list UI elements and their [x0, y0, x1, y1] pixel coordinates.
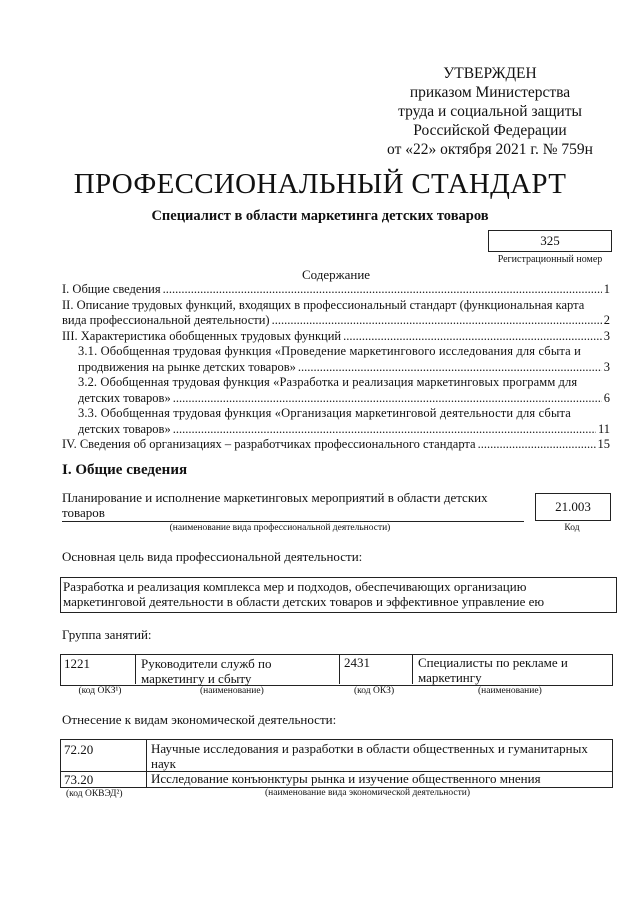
document-subtitle: Специалист в области маркетинга детских товаров [151, 208, 489, 224]
toc-entry[interactable] [62, 282, 610, 298]
occupation-name: Руководители служб по маркетингу и сбыту [141, 656, 272, 686]
toc-entry[interactable] [78, 375, 610, 406]
toc-entry[interactable] [62, 298, 610, 329]
toc-entry-text: IV. Сведения об организациях – разработчиках профессионального стандарта [62, 437, 476, 451]
occupation-code: 2431 [344, 655, 370, 670]
approval-line-1: УТВЕРЖДЕН [443, 65, 537, 82]
toc-entry[interactable] [78, 406, 610, 437]
occupation-name: Специалисты по рекламе и маркетингу [418, 655, 568, 685]
table-of-contents [62, 282, 610, 453]
econ-name: Научные исследования и разработки в области общественных и гуманитарных наук [151, 741, 588, 771]
toc-entry-text: 3.3. Обобщенная трудовая функция «Организация маркетинговой деятельности для сбыта [78, 406, 571, 420]
toc-entry-text: I. Общие сведения [62, 282, 161, 296]
divider [62, 521, 524, 522]
toc-page-number: 3 [603, 359, 610, 374]
toc-entry-text: 3.1. Обобщенная трудовая функция «Проведение маркетингового исследования для сбыта и [78, 344, 581, 358]
occupation-code-caption: (код ОКЗ¹) [78, 686, 122, 696]
econ-code: 72.20 [64, 742, 94, 757]
toc-entry[interactable] [62, 437, 610, 453]
occupation-name-caption: (наименование) [478, 686, 542, 696]
toc-page-number: 11 [597, 421, 610, 436]
code-caption: Код [564, 523, 580, 533]
toc-entry[interactable] [78, 344, 610, 375]
econ-name-caption: (наименование вида экономической деятельности) [265, 788, 470, 798]
toc-entry-text: II. Описание трудовых функций, входящих в профессиональный стандарт (функциональная карта [62, 297, 585, 312]
registration-number-label: Регистрационный номер [497, 254, 603, 265]
toc-entry-text: детских товаров» [78, 421, 171, 436]
toc-page-number: 2 [603, 313, 610, 327]
activity-code-box: 21.003 [535, 493, 611, 521]
activity-name: Планирование и исполнение маркетинговых мероприятий в области детских товаров [62, 490, 488, 520]
document-title: ПРОФЕССИОНАЛЬНЫЙ СТАНДАРТ [73, 168, 567, 200]
econ-name: Исследование конъюнктуры рынка и изучение общественного мнения [151, 771, 541, 786]
approval-line-2: приказом Министерства [409, 84, 571, 101]
econ-label: Отнесение к видам экономической деятельности: [62, 712, 337, 727]
goal-label: Основная цель вида профессиональной деятельности: [62, 549, 363, 564]
section-heading: I. Общие сведения [62, 462, 188, 478]
approval-line-5: от «22» октября 2021 г. № 759н [387, 141, 593, 158]
occupations-label: Группа занятий: [62, 627, 152, 642]
registration-number-box: 325 [488, 230, 612, 252]
toc-title: Содержание [301, 267, 371, 282]
approval-line-3: труда и социальной защиты [398, 103, 582, 120]
occupation-code: 1221 [64, 656, 90, 671]
activity-name-caption: (наименование вида профессиональной деятельности) [169, 523, 391, 533]
econ-code: 73.20 [64, 772, 94, 787]
toc-entry-text: вида профессиональной деятельности) [62, 313, 270, 327]
toc-entry-text: детских товаров» [78, 390, 171, 405]
occupation-name-caption: (наименование) [200, 686, 264, 696]
toc-page-number: 3 [603, 328, 610, 343]
toc-entry-text: продвижения на рынке детских товаров» [78, 359, 296, 374]
approval-block [380, 64, 600, 159]
approval-line-4: Российской Федерации [413, 122, 567, 139]
toc-entry-text: III. Характеристика обобщенных трудовых функций [62, 328, 342, 343]
toc-entry-text: 3.2. Обобщенная трудовая функция «Разработка и реализация маркетинговых программ для [78, 375, 578, 389]
econ-code-caption: (код ОКВЭД²) [66, 789, 123, 799]
toc-entry[interactable] [62, 329, 610, 345]
toc-page-number: 6 [603, 390, 610, 405]
toc-page-number: 15 [597, 437, 610, 451]
goal-box: Разработка и реализация комплекса мер и подходов, обеспечивающих организацию маркетинговой деятельности в области детских товаров и эффективное управление ею [60, 577, 617, 613]
toc-page-number: 1 [603, 282, 610, 296]
occupation-code-caption: (код ОКЗ) [354, 686, 395, 696]
